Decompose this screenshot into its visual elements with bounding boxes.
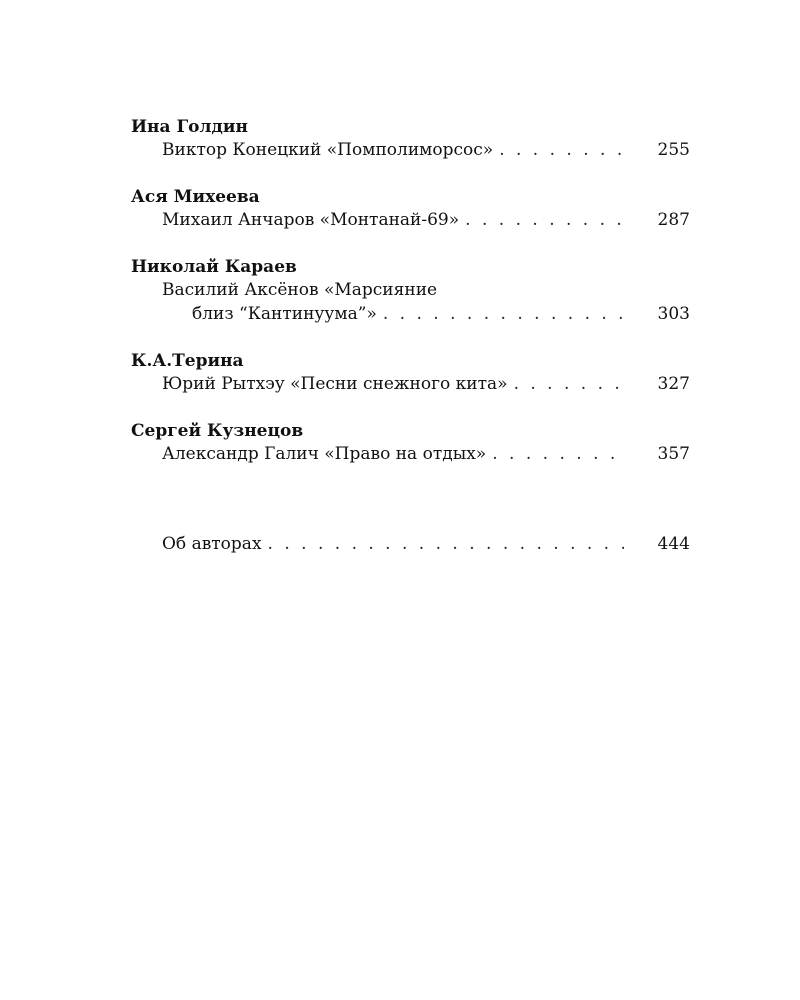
table-of-contents (131, 116, 690, 556)
entry-title-continued: близ “Кантинуума”» (192, 304, 377, 324)
entry-title: Юрий Рытхэу «Песни снежного кита» (162, 374, 508, 394)
toc-group (131, 116, 690, 162)
page-number: 303 (657, 304, 690, 324)
toc-group (131, 186, 690, 232)
toc-entry-about-authors (162, 532, 690, 556)
dot-leader (492, 442, 624, 466)
page-number: 357 (657, 444, 690, 464)
entry-title: Виктор Конецкий «Помполиморсос» (162, 140, 494, 160)
toc-entry (162, 372, 690, 396)
toc-entry (162, 442, 690, 466)
entry-title: Михаил Анчаров «Монтанай-69» (162, 210, 460, 230)
toc-entry-row (162, 532, 690, 556)
page-number: 444 (657, 534, 690, 554)
toc-entry (162, 278, 690, 326)
page-number: 255 (657, 140, 690, 160)
toc-entry (162, 208, 690, 232)
author-name: Ина Голдин (131, 117, 248, 137)
toc-entry-row (162, 372, 690, 396)
toc-entry (162, 138, 690, 162)
toc-group (131, 256, 690, 326)
dot-leader (268, 532, 624, 556)
entry-title: Об авторах (162, 534, 262, 554)
toc-group (131, 350, 690, 396)
author-name: К.А.Терина (131, 351, 244, 371)
dot-leader (514, 372, 624, 396)
dot-leader (383, 302, 624, 326)
page-number: 327 (657, 374, 690, 394)
toc-group (131, 420, 690, 466)
author-name: Ася Михеева (131, 187, 260, 207)
toc-entry-row (162, 278, 690, 302)
author-name: Сергей Кузнецов (131, 421, 304, 441)
toc-entry-row (162, 302, 690, 326)
author-name: Николай Караев (131, 257, 297, 277)
entry-title: Александр Галич «Право на отдых» (162, 444, 487, 464)
toc-entry-row (162, 138, 690, 162)
dot-leader (499, 138, 624, 162)
toc-entry-row (162, 442, 690, 466)
toc-entry-row (162, 208, 690, 232)
section-spacer (131, 490, 690, 532)
entry-title: Василий Аксёнов «Марсияние (162, 280, 438, 300)
page-number: 287 (657, 210, 690, 230)
dot-leader (465, 208, 624, 232)
